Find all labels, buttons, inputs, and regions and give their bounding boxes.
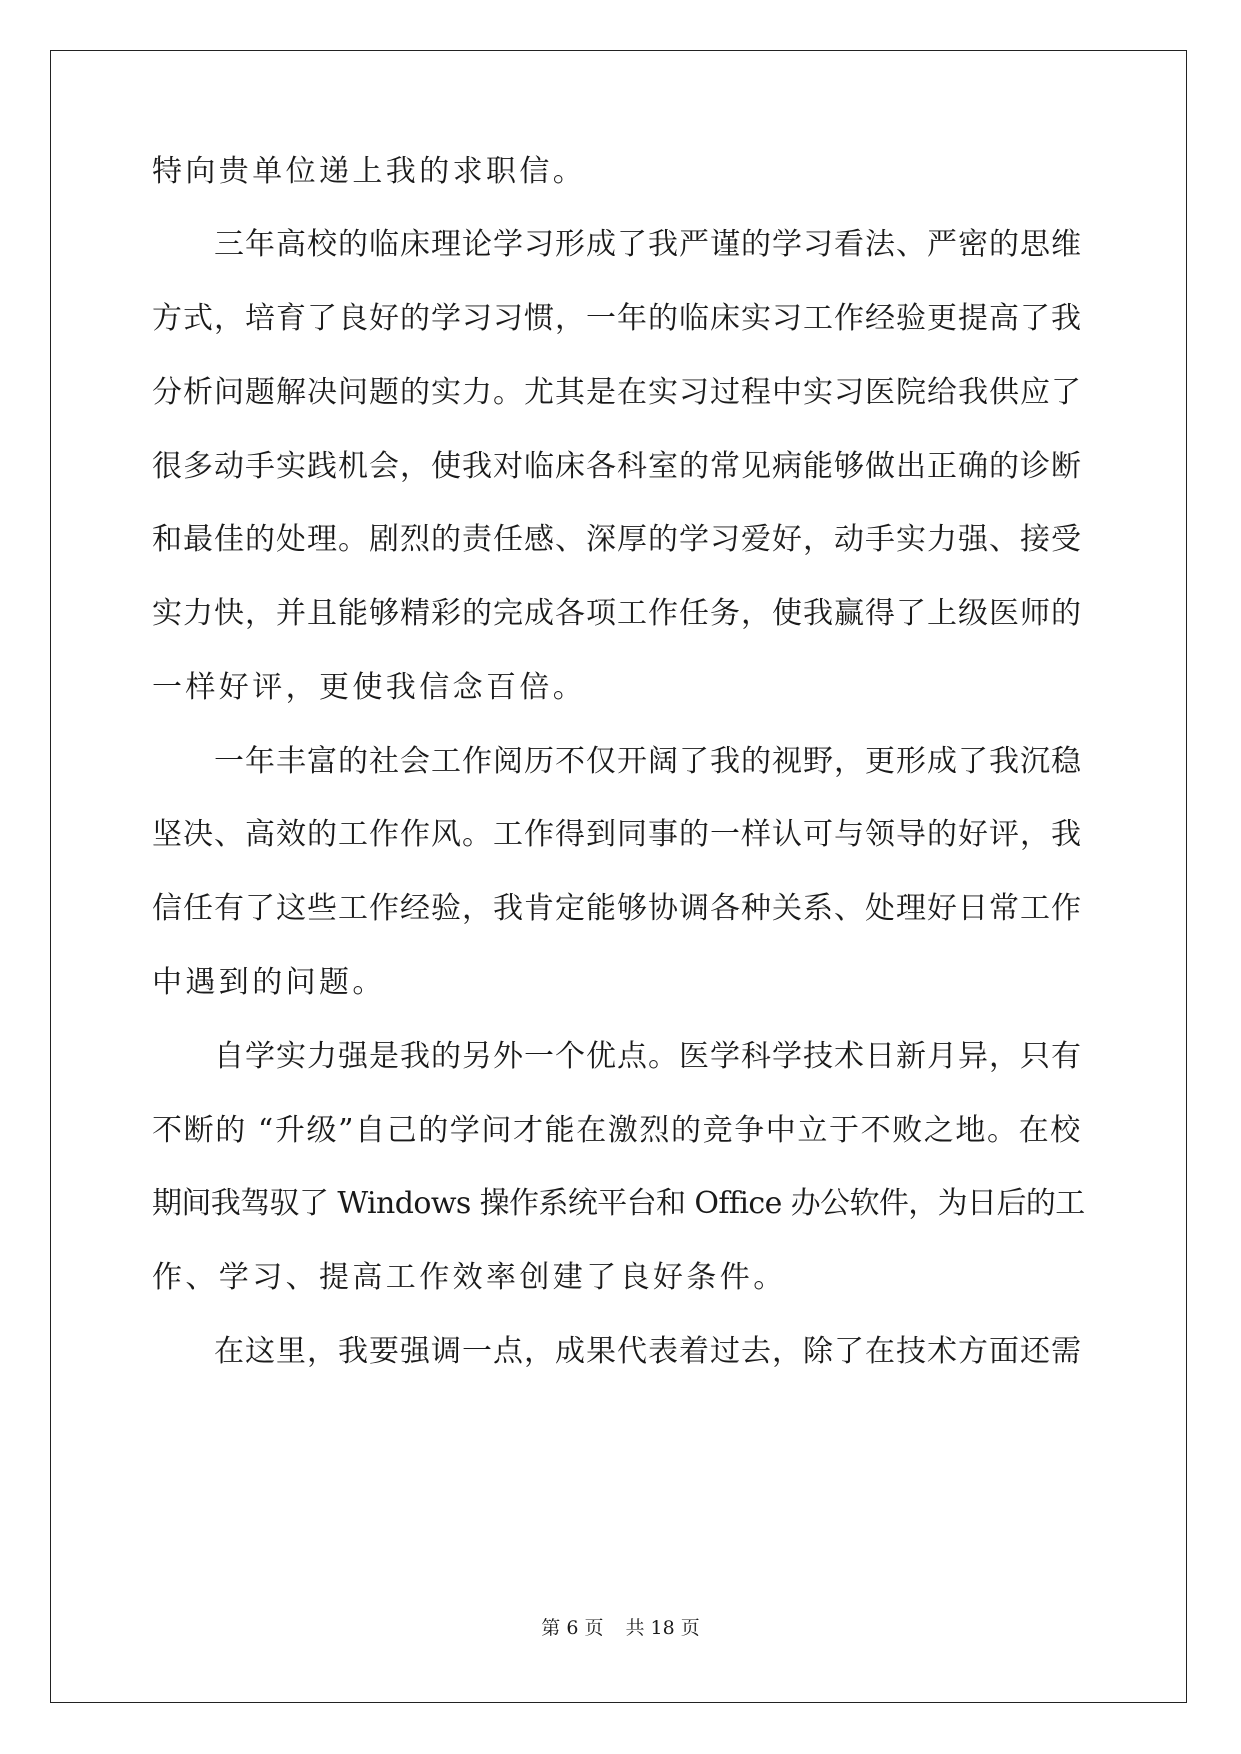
text-line: 特向贵单位递上我的求职信。: [152, 154, 587, 189]
text-line: 三年高校的临床理论学习形成了我严谨的学习看法、严密的思维: [152, 227, 1082, 262]
text-line: 很多动手实践机会，使我对临床各科室的常见病能够做出正确的诊断: [152, 449, 1082, 484]
text-line: 中遇到的问题。: [152, 965, 386, 1000]
total-page-count: 共 18 页: [625, 1617, 700, 1639]
text-line: 方式，培育了良好的学习习惯，一年的临床实习工作经验更提高了我: [152, 301, 1082, 336]
text-line: 作、学习、提高工作效率创建了良好条件。: [152, 1260, 787, 1295]
text-line: 信任有了这些工作经验，我肯定能够协调各种关系、处理好日常工作: [152, 891, 1082, 926]
text-line: 期间我驾驭了 Windows 操作系统平台和 Office 办公软件，为日后的工: [152, 1186, 1085, 1221]
text-line: 坚决、高效的工作作风。工作得到同事的一样认可与领导的好评，我: [152, 817, 1082, 852]
text-line: 一年丰富的社会工作阅历不仅开阔了我的视野，更形成了我沉稳: [152, 744, 1082, 779]
page-footer: [0, 1616, 1241, 1640]
current-page-number: 第 6 页: [541, 1617, 604, 1639]
text-line: 一样好评，更使我信念百倍。: [152, 670, 587, 705]
text-line: 在这里，我要强调一点，成果代表着过去，除了在技术方面还需: [152, 1334, 1082, 1369]
text-line: 实力快，并且能够精彩的完成各项工作任务，使我赢得了上级医师的: [152, 596, 1082, 631]
text-line: 分析问题解决问题的实力。尤其是在实习过程中实习医院给我供应了: [152, 375, 1082, 410]
text-line: 和最佳的处理。剧烈的责任感、深厚的学习爱好，动手实力强、接受: [152, 522, 1082, 557]
text-line: 自学实力强是我的另外一个优点。医学科学技术日新月异，只有: [152, 1039, 1082, 1074]
text-line: 不断的 “升级”自己的学问才能在激烈的竞争中立于不败之地。在校: [152, 1113, 1082, 1148]
